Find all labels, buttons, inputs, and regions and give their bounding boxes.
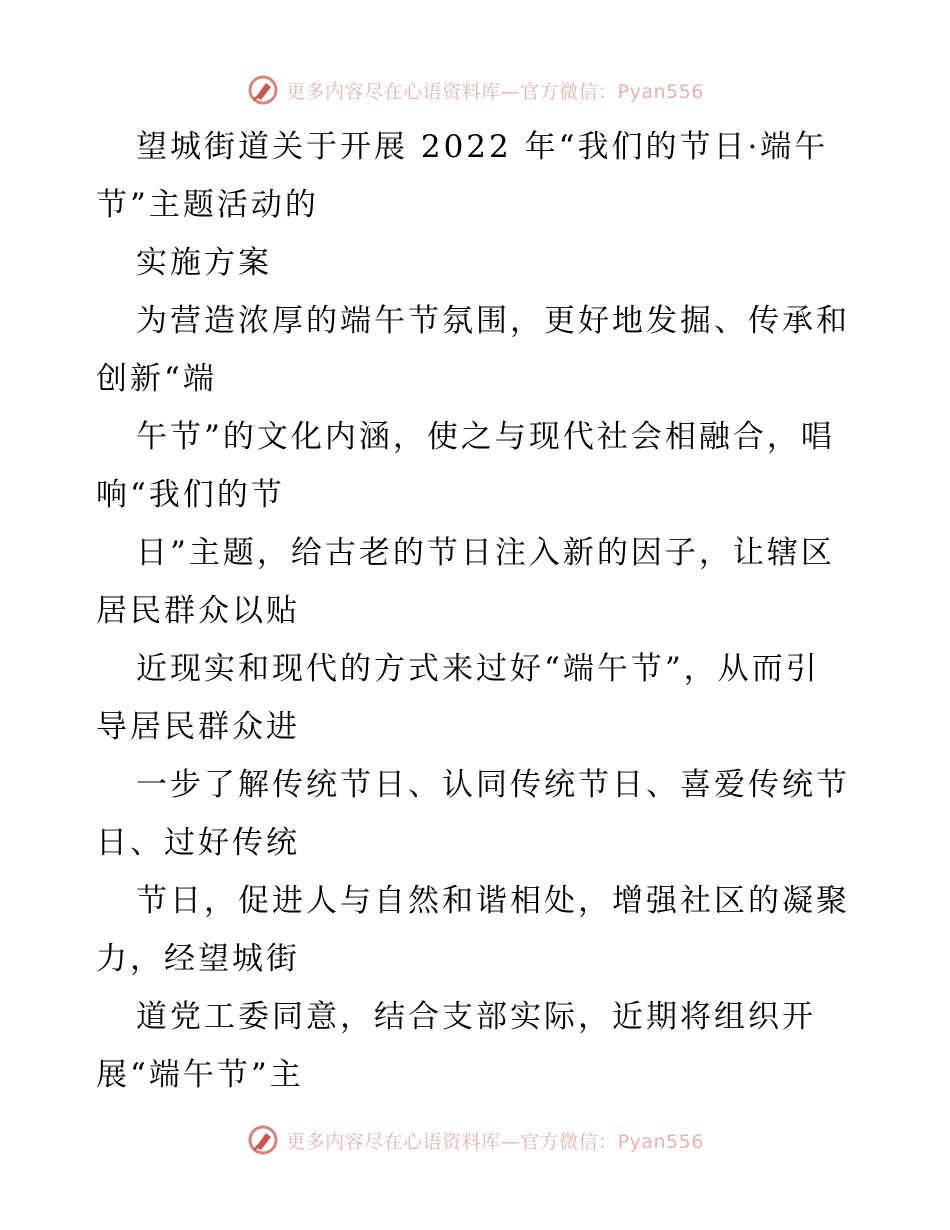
paragraph-line: 居民群众以贴: [96, 593, 300, 629]
watermark-text: 更多内容尽在心语资料库—官方微信：Pyan556: [286, 80, 704, 103]
paragraph-line: 日”主题，给古老的节日注入新的因子，让辖区: [136, 535, 835, 571]
subtitle-line: 实施方案: [136, 245, 272, 281]
paragraph-line: 为营造浓厚的端午节氛围，更好地发掘、传承和: [136, 303, 850, 339]
header-watermark: [0, 70, 950, 110]
footer-watermark: [0, 1120, 950, 1160]
paragraph-line: 展“端午节”主: [96, 1057, 304, 1093]
pen-nib-logo-icon: [246, 73, 280, 107]
paragraph-line: 道党工委同意，结合支部实际，近期将组织开: [136, 999, 816, 1035]
paragraph-line: 节日，促进人与自然和谐相处，增强社区的凝聚: [136, 883, 850, 919]
paragraph-line: 力，经望城街: [96, 941, 300, 977]
paragraph-line: 午节”的文化内涵，使之与现代社会相融合，唱: [136, 419, 835, 455]
pen-nib-logo-icon: [246, 1123, 280, 1157]
paragraph-line: 创新“端: [96, 361, 217, 397]
watermark-text: 更多内容尽在心语资料库—官方微信：Pyan556: [286, 1130, 704, 1153]
title-line-1: 望城街道关于开展 2022 年“我们的节日·端午: [136, 129, 829, 165]
paragraph-line: 日、过好传统: [96, 825, 300, 861]
paragraph-line: 响“我们的节: [96, 477, 285, 513]
document-body: [96, 118, 856, 1104]
title-line-2: 节”主题活动的: [96, 187, 319, 223]
paragraph-line: 导居民群众进: [96, 709, 300, 745]
paragraph-line: 一步了解传统节日、认同传统节日、喜爱传统节: [136, 767, 850, 803]
paragraph-line: 近现实和现代的方式来过好“端午节”，从而引: [136, 651, 820, 687]
